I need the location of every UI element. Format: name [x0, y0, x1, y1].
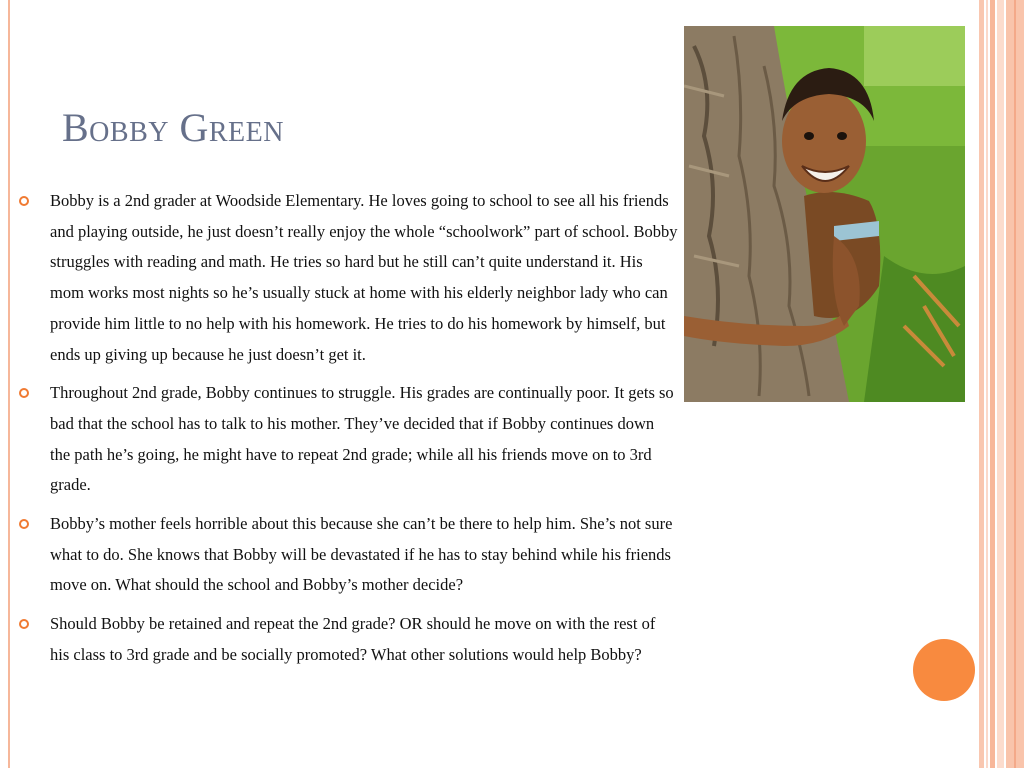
bullet-text: Bobby is a 2nd grader at Woodside Elementary. He loves going to school to see all his friends and playing outside, he just doesn’t really enjoy the whole “schoolwork” part of school. Bobby struggles with reading and math. He tries so hard but he still can’t quite understand it. His mom works most nights so he’s usually stuck at home with his elderly neighbor lady who can provide him little to no help with his homework. He tries to do his homework by himself, but ends up giving up because he just doesn’t get it.: [50, 191, 678, 364]
right-border-stripe: [990, 0, 995, 768]
right-border-stripe: [997, 0, 1004, 768]
photo-illustration: [684, 26, 965, 402]
photo-boy-hugging-tree: [684, 26, 965, 402]
bullet-circle-icon: [19, 519, 29, 529]
right-border-stripe: [1014, 0, 1016, 768]
left-border-line: [8, 0, 10, 768]
bullet-text: Throughout 2nd grade, Bobby continues to struggle. His grades are continually poor. It gets so bad that the school has to talk to his mother. They’ve decided that if Bobby continues down the path he’s going, he might have to repeat 2nd grade; while all his friends move on to 3rd grade.: [50, 383, 674, 495]
right-border-stripe: [986, 0, 988, 768]
bullet-list: [18, 186, 678, 679]
bullet-circle-icon: [19, 388, 29, 398]
bullet-circle-icon: [19, 196, 29, 206]
bullet-item: [18, 186, 678, 370]
bullet-item: [18, 609, 678, 670]
right-border-stripe: [979, 0, 984, 768]
bullet-item: [18, 378, 678, 501]
slide-title: Bobby Green: [62, 105, 284, 150]
bullet-text: Should Bobby be retained and repeat the 2nd grade? OR should he move on with the rest of his class to 3rd grade and be socially promoted? What other solutions would help Bobby?: [50, 614, 656, 664]
bullet-text: Bobby’s mother feels horrible about this because she can’t be there to help him. She’s not sure what to do. She knows that Bobby will be devastated if he has to stay behind while his friends move on. What should the school and Bobby’s mother decide?: [50, 514, 673, 595]
bullet-circle-icon: [19, 619, 29, 629]
bullet-item: [18, 509, 678, 601]
orange-circle-decoration: [913, 639, 975, 701]
